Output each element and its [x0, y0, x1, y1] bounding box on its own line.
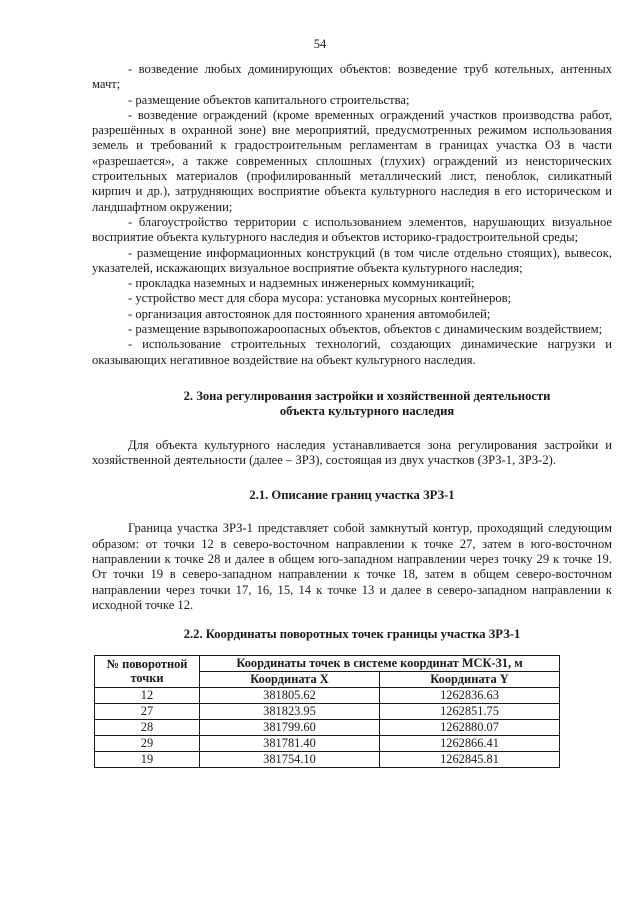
section-2-1-text: Граница участка ЗРЗ-1 представляет собой замкнутый контур, проходящий следующим образом: от точки 12 в северо-восточном направлении к точке 27, затем в юго-восточном направлении к точке 28 и далее в общем юго-западном направлении через точку 29 к точке 19. От точки 19 в северо-западном направлении к точке 18, затем в общем северо-восточном направлении через точки 17, 16, 15, 14 к точке 13 и далее в северо-западном направлении к исходной точке 12. — [92, 521, 612, 612]
table-row — [95, 719, 560, 735]
list-item: - размещение взрывопожароопасных объектов, объектов с динамическим воздействием; — [128, 322, 603, 337]
list-item: - размещение информационных конструкций (в том числе отдельно стоящих), вывесок, указателей, искажающих визуальное восприятие объекта культурного наследия; — [92, 245, 612, 275]
restrictions-list — [92, 62, 612, 368]
point-cell: 28 — [95, 719, 200, 735]
header-y: Координата Y — [379, 671, 559, 687]
section-2-title-line2: объекта культурного наследия — [279, 404, 455, 419]
y-cell: 1262845.81 — [379, 751, 559, 767]
list-item: - устройство мест для сбора мусора: установка мусорных контейнеров; — [128, 291, 512, 306]
list-item: - организация автостоянок для постоянного хранения автомобилей; — [128, 306, 491, 321]
header-coords: Координаты точек в системе координат МСК-31, м — [200, 655, 560, 671]
header-point: № поворотной точки — [95, 655, 200, 687]
list-item: - возведение ограждений (кроме временных ограждений участков производства работ, разрешённых в охранной зоне) вне мероприятий, предусмотренных режимом использования земель и требований к градостроительным регламентам в границах участка ОЗ в части «разрешается», а также современных сплошных (глухих) ограждений из неисторических строительных материалов (профилированный металлический лист, пеноблок, силикатный кирпич и др.), затрудняющих восприятие объекта культурного наследия в его историческом и ландшафтном окружении; — [92, 107, 612, 214]
y-cell: 1262836.63 — [379, 687, 559, 703]
point-cell: 19 — [95, 751, 200, 767]
y-cell: 1262851.75 — [379, 703, 559, 719]
point-cell: 29 — [95, 735, 200, 751]
x-cell: 381781.40 — [200, 735, 380, 751]
x-cell: 381799.60 — [200, 719, 380, 735]
page-content — [92, 62, 612, 768]
section-2-heading — [92, 389, 612, 420]
section-2-1-heading: 2.1. Описание границ участка ЗРЗ-1 — [249, 488, 455, 503]
list-item: - благоустройство территории с использованием элементов, нарушающих визуальное восприятие объекта культурного наследия и объектов историко-градостроительной среды; — [92, 214, 612, 245]
y-cell: 1262866.41 — [379, 735, 559, 751]
point-cell: 12 — [95, 687, 200, 703]
section-2-title-line1: 2. Зона регулирования застройки и хозяйственной деятельности — [183, 388, 551, 403]
page-number: 54 — [313, 37, 327, 51]
table-row — [95, 735, 560, 751]
table-row — [95, 751, 560, 767]
list-item: - возведение любых доминирующих объектов: возведение труб котельных, антенных мачт; — [92, 62, 612, 92]
coordinates-table — [94, 655, 560, 768]
x-cell: 381823.95 — [200, 703, 380, 719]
table-row — [95, 703, 560, 719]
list-item: - размещение объектов капитального строительства; — [128, 92, 410, 107]
section-2-2-heading: 2.2. Координаты поворотных точек границы участка ЗРЗ-1 — [183, 627, 521, 642]
y-cell: 1262880.07 — [379, 719, 559, 735]
section-2-text: Для объекта культурного наследия устанавливается зона регулирования застройки и хозяйственной деятельности (далее – ЗРЗ), состоящая из двух участков (ЗРЗ-1, ЗРЗ-2). — [92, 437, 612, 467]
point-cell: 27 — [95, 703, 200, 719]
list-item: - использование строительных технологий, создающих динамические нагрузки и оказывающих негативное воздействие на объект культурного наследия. — [92, 337, 612, 367]
x-cell: 381754.10 — [200, 751, 380, 767]
table-row — [95, 687, 560, 703]
list-item: - прокладка наземных и надземных инженерных коммуникаций; — [128, 276, 475, 291]
x-cell: 381805.62 — [200, 687, 380, 703]
header-x: Координата X — [200, 671, 380, 687]
